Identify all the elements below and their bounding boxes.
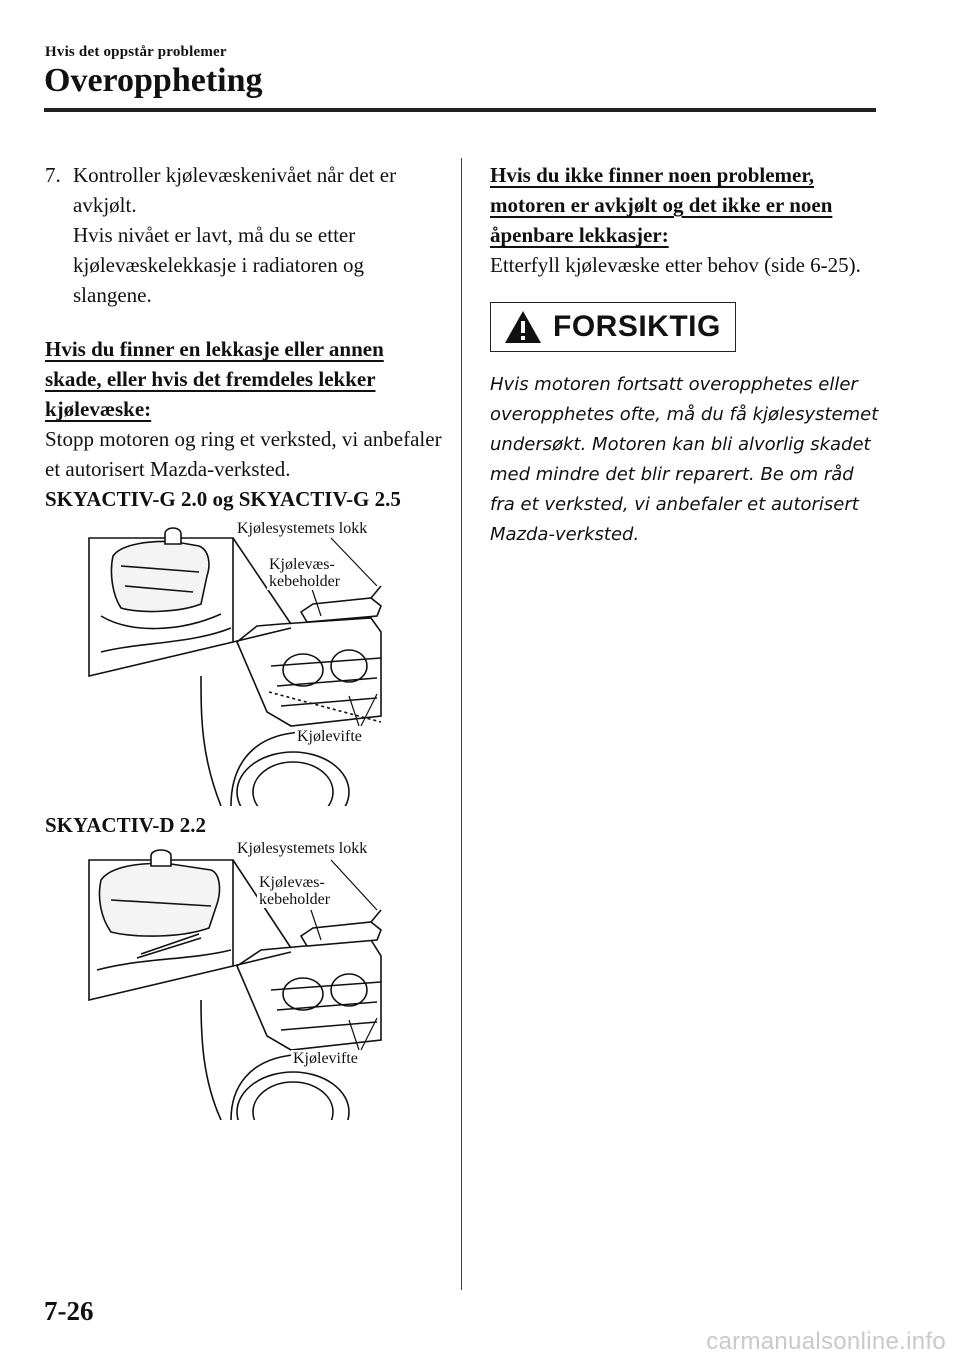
page-title: Overoppheting — [44, 62, 263, 99]
caution-label: FORSIKTIG — [553, 310, 721, 343]
no-problem-text: Etterfyll kjølevæske etter behov (side 6-25). — [490, 253, 861, 277]
label-coolant-cap: Kjølesystemets lokk — [237, 840, 368, 857]
step-followup: Hvis nivået er lavt, må du se etter kjølevæskelekkasje i radiatoren og slangene. — [73, 223, 364, 307]
step-text — [73, 160, 445, 310]
leak-heading: Hvis du finner en lekkasje eller annen skade, eller hvis det fremdeles lekker kjølevæske: — [45, 337, 384, 421]
watermark: carmanualsonline.info — [706, 1328, 946, 1355]
step-7 — [45, 160, 445, 310]
caution-box — [490, 302, 736, 352]
page-number: 7-26 — [44, 1296, 94, 1326]
label-coolant-reservoir-line1: Kjølevæs- — [259, 874, 325, 891]
engine-bay-drawing-1 — [81, 516, 441, 806]
label-cooling-fan: Kjølevifte — [297, 728, 362, 745]
warning-triangle-icon — [503, 309, 543, 345]
left-column — [45, 160, 445, 1120]
step-number: 7. — [45, 163, 61, 187]
label-coolant-reservoir-line2: kebeholder — [269, 573, 341, 590]
column-divider — [461, 158, 462, 1290]
label-coolant-cap: Kjølesystemets lokk — [237, 520, 368, 537]
caution-text: Hvis motoren fortsatt overopphetes eller overopphetes ofte, må du få kjølesystemet undersøkt. Motoren kan bli alvorlig skadet med mindre det blir reparert. Be om råd fra et verksted, vi anbefaler et autorisert Mazda-verksted. — [490, 374, 879, 545]
figure1-heading: SKYACTIV-G 2.0 og SKYACTIV-G 2.5 — [45, 487, 401, 511]
step-instruction: Kontroller kjølevæskenivået når det er avkjølt. — [73, 163, 397, 217]
leak-text: Stopp motoren og ring et verksted, vi anbefaler et autorisert Mazda-verksted. — [45, 427, 442, 481]
breadcrumb: Hvis det oppstår problemer — [45, 44, 227, 60]
no-problem-heading: Hvis du ikke finner noen problemer, motoren er avkjølt og det ikke er noen åpenbare lekkasjer: — [490, 163, 833, 247]
label-coolant-reservoir-line2: kebeholder — [259, 891, 331, 908]
label-cooling-fan: Kjølevifte — [293, 1050, 358, 1067]
figure2-heading: SKYACTIV-D 2.2 — [45, 813, 207, 837]
engine-bay-illustration-1 — [81, 516, 441, 806]
title-rule — [44, 108, 876, 112]
engine-bay-illustration-2 — [81, 840, 441, 1120]
right-column — [490, 160, 880, 550]
label-coolant-reservoir-line1: Kjølevæs- — [269, 556, 335, 573]
